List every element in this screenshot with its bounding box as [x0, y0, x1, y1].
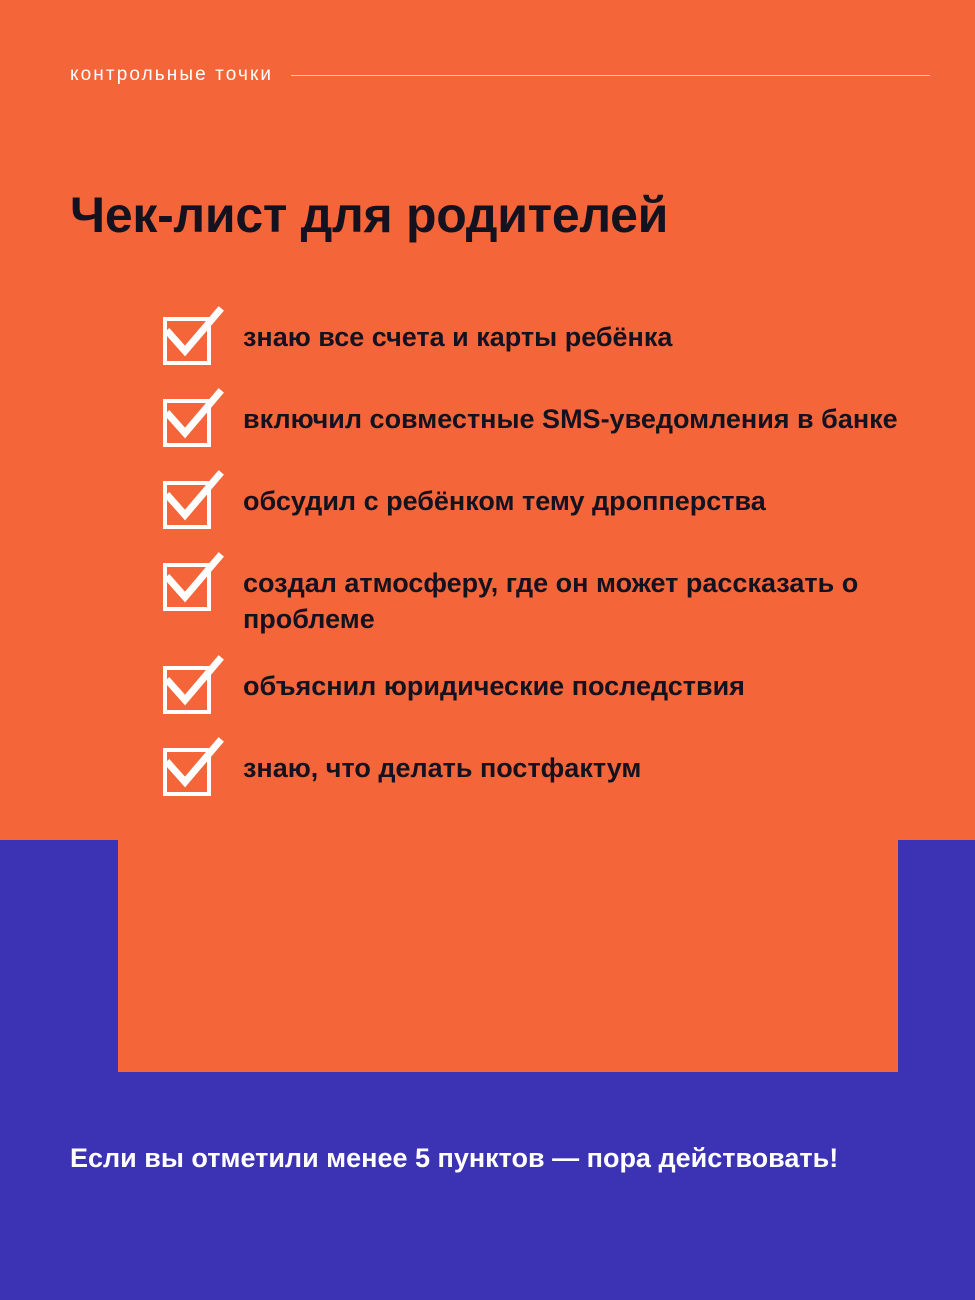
orange-background-lower — [118, 840, 898, 1072]
list-item[interactable] — [163, 746, 923, 802]
checkbox-checked-icon[interactable] — [163, 399, 217, 453]
footer-note: Если вы отметили менее 5 пунктов — пора действовать! — [70, 1143, 839, 1173]
kicker-divider — [291, 75, 930, 76]
checkbox-checked-icon[interactable] — [163, 563, 217, 617]
checkbox-checked-icon[interactable] — [163, 748, 217, 802]
list-item-label: обсудил с ребёнком тему дропперства — [243, 486, 766, 516]
checkbox-checked-icon[interactable] — [163, 317, 217, 371]
kicker-label: контрольные точки — [70, 64, 274, 85]
checklist — [163, 315, 923, 802]
list-item[interactable] — [163, 479, 923, 535]
list-item[interactable] — [163, 664, 923, 720]
list-item[interactable] — [163, 397, 923, 453]
checkbox-checked-icon[interactable] — [163, 481, 217, 535]
checkbox-checked-icon[interactable] — [163, 666, 217, 720]
list-item-label: включил совместные SMS-уведомления в банке — [243, 404, 898, 434]
list-item-label: объяснил юридические последствия — [243, 670, 745, 701]
list-item-label: знаю все счета и карты ребёнка — [243, 322, 673, 352]
list-item-label: создал атмосферу, где он может рассказать о проблеме — [243, 568, 859, 635]
list-item[interactable] — [163, 561, 923, 638]
list-item-label: знаю, что делать постфактум — [243, 752, 642, 783]
list-item[interactable] — [163, 315, 923, 371]
page-title: Чек-лист для родителей — [70, 187, 669, 243]
kicker-row — [70, 60, 930, 90]
